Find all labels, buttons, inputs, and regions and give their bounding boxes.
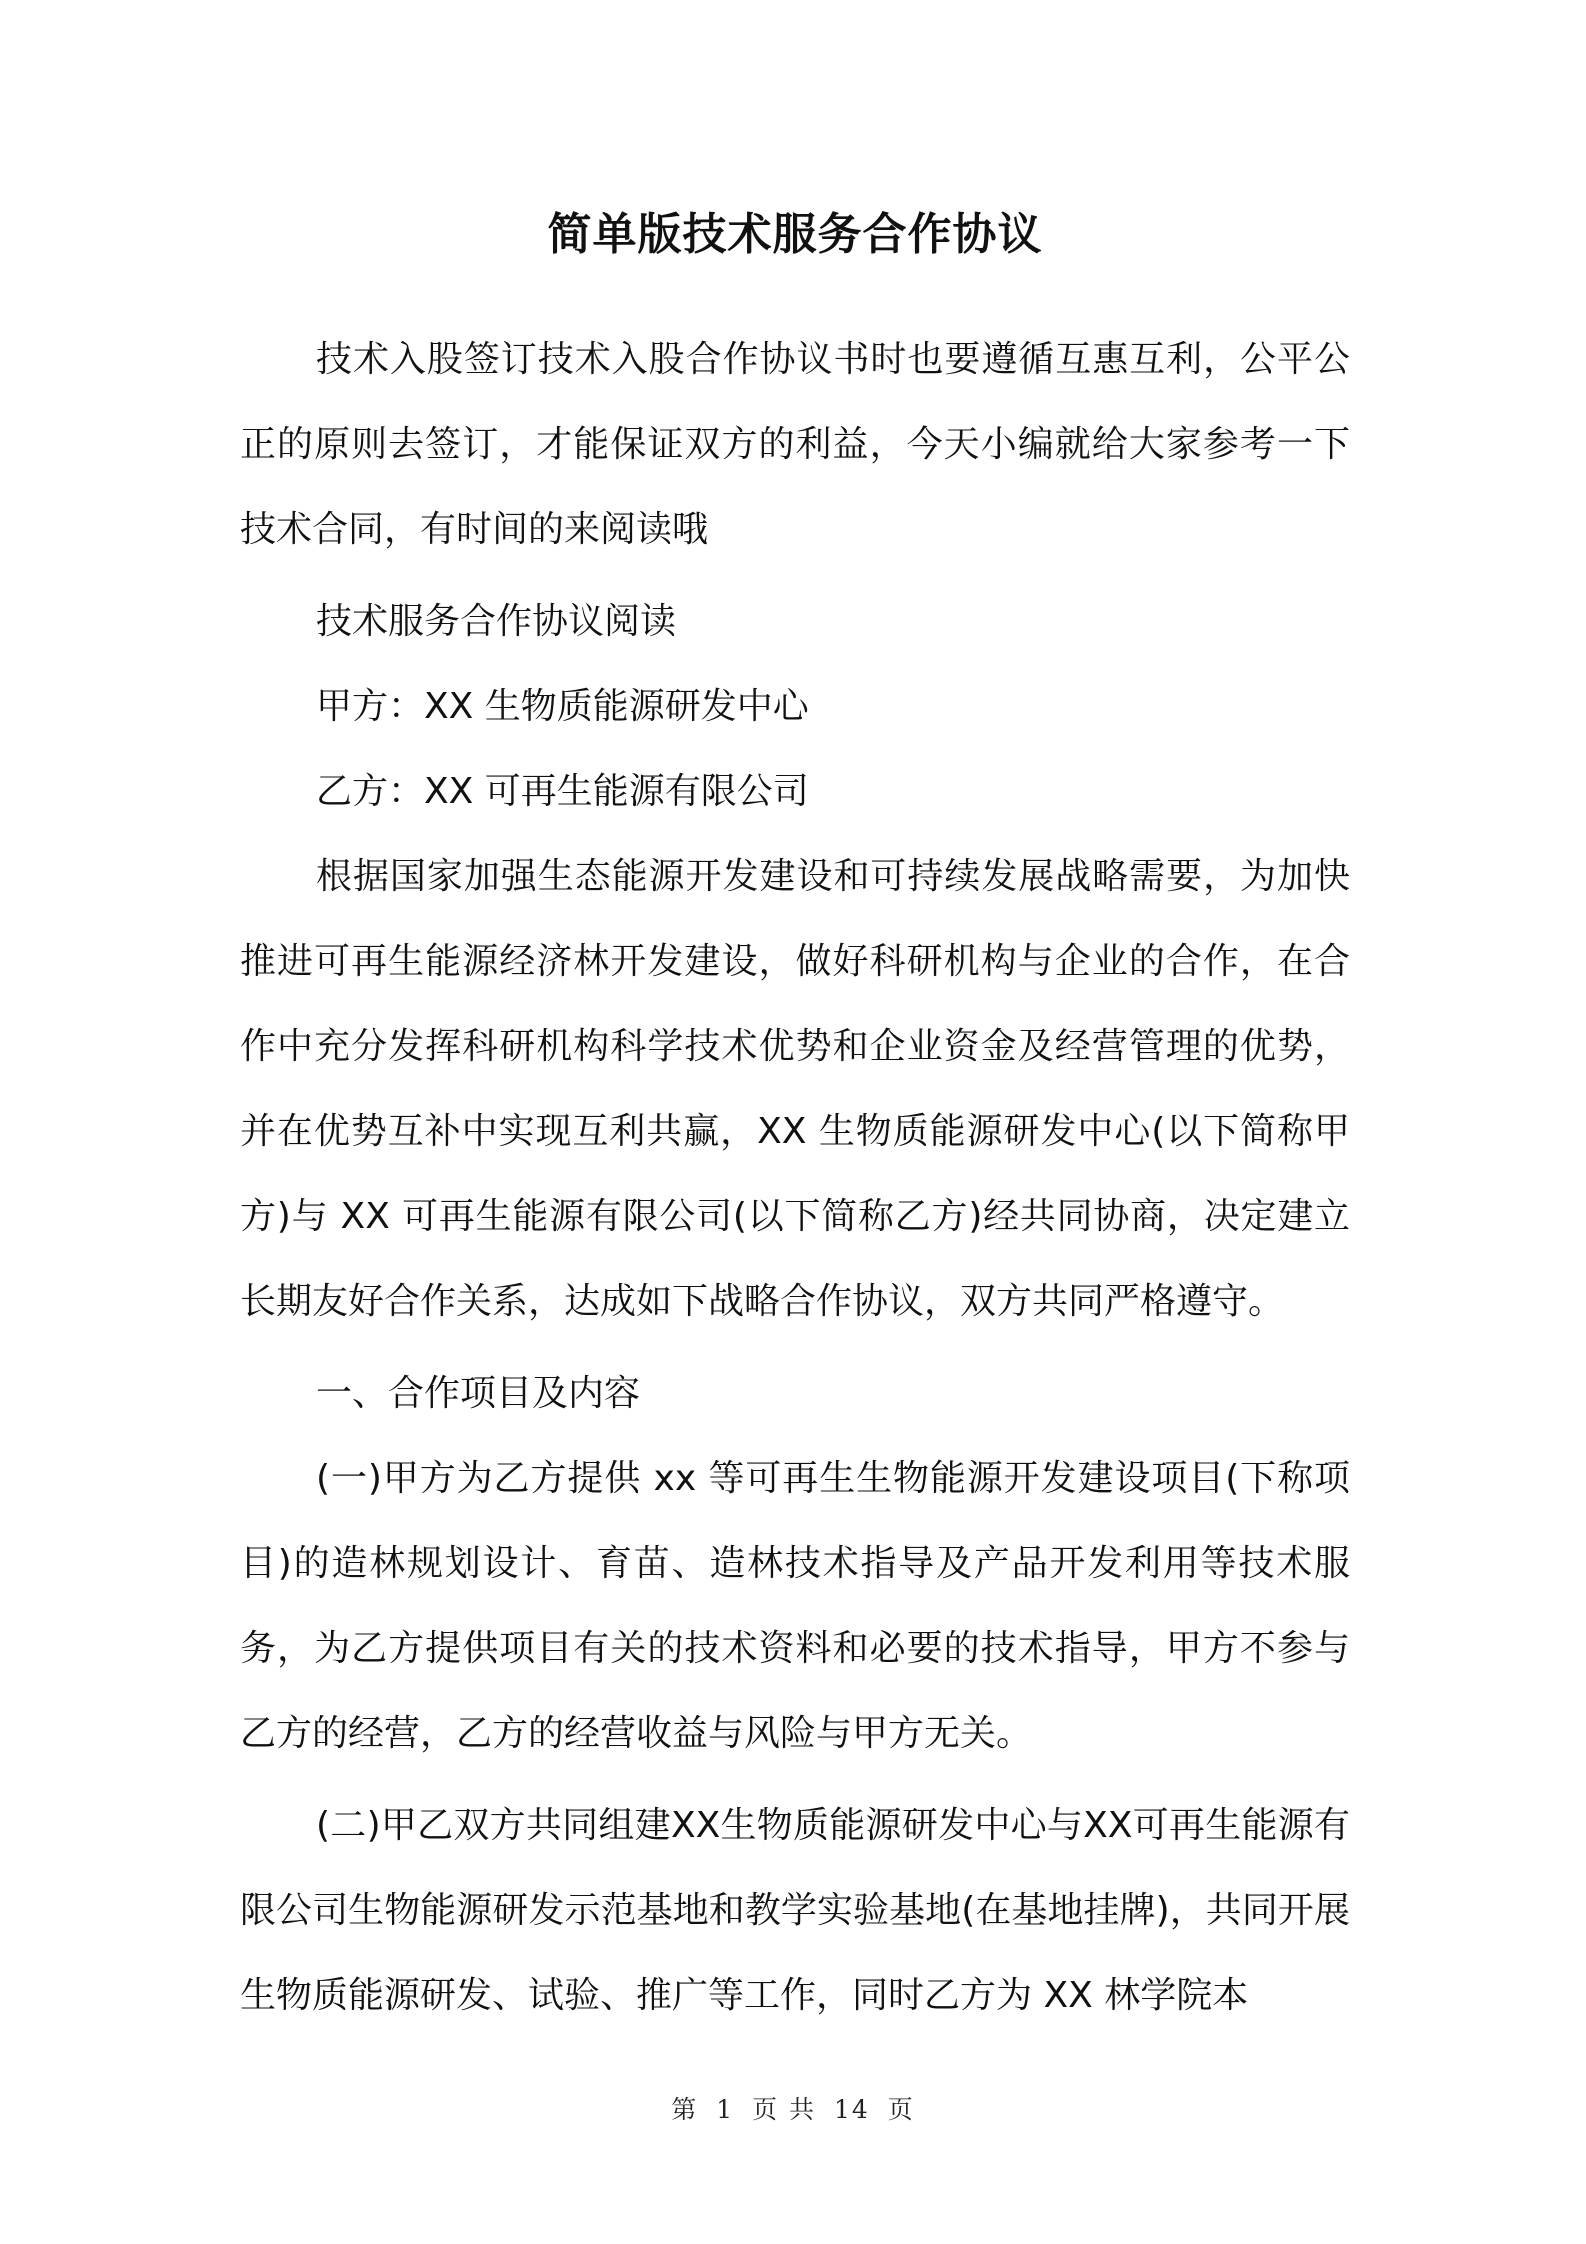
party-a-line: 甲方：XX 生物质能源研发中心 xyxy=(316,686,809,727)
party-b-line: 乙方：XX 可再生能源有限公司 xyxy=(316,771,809,812)
document-title: 简单版技术服务合作协议 xyxy=(547,209,1043,260)
clause-two-paragraph: (二)甲乙双方共同组建XX生物质能源研发中心与XX可再生能源有限公司生物能源研发示范基地和教学实验基地(在基地挂牌)，共同开展生物质能源研发、试验、推广等工作，同时乙方为 XX 林学院本 xyxy=(240,1805,1350,2016)
page-footer xyxy=(0,2090,1586,2126)
footer-current-page: 1 xyxy=(716,2095,735,2124)
footer-total-pages: 14 xyxy=(833,2095,870,2124)
preamble-paragraph: 根据国家加强生态能源开发建设和可持续发展战略需要，为加快推进可再生能源经济林开发建设，做好科研机构与企业的合作，在合作中充分发挥科研机构科学技术优势和企业资金及经营管理的优势，并在优势互补中实现互利共赢，XX 生物质能源研发中心(以下简称甲方)与 XX 可再生能源有限公司(以下简称乙方)经共同协商，决定建立长期友好合作关系，达成如下战略合作协议，双方共同严格遵守。 xyxy=(240,856,1350,1322)
footer-mid: 页 共 xyxy=(752,2095,817,2124)
clause-one-paragraph: (一)甲方为乙方提供 xx 等可再生生物能源开发建设项目(下称项目)的造林规划设计、育苗、造林技术指导及产品开发利用等技术服务，为乙方提供项目有关的技术资料和必要的技术指导，甲方不参与乙方的经营，乙方的经营收益与风险与甲方无关。 xyxy=(240,1458,1350,1754)
footer-prefix: 第 xyxy=(671,2095,699,2124)
section-heading-cooperation: 一、合作项目及内容 xyxy=(316,1373,641,1414)
footer-suffix: 页 xyxy=(887,2095,915,2124)
agreement-subtitle: 技术服务合作协议阅读 xyxy=(316,601,677,642)
intro-paragraph: 技术入股签订技术入股合作协议书时也要遵循互惠互利，公平公正的原则去签订，才能保证双方的利益，今天小编就给大家参考一下技术合同，有时间的来阅读哦 xyxy=(240,339,1350,550)
document-body xyxy=(240,205,1350,2045)
